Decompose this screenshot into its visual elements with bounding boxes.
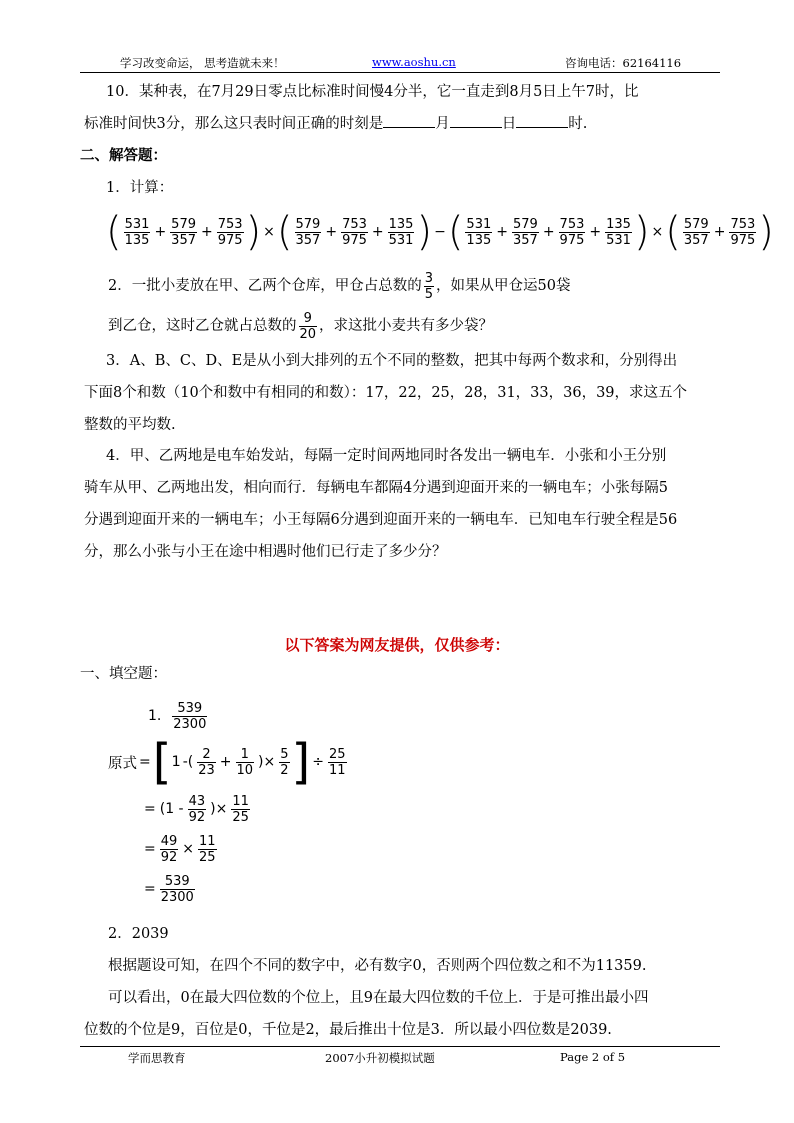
answer1-step1: 原式 = [ 1 -( $\frac{2}{23}$ + $\frac{1}{10}$ )× $\frac{5}{2}$ ] ÷ $\frac{25}{11}$ xyxy=(108,734,346,790)
paren-close: ) xyxy=(758,209,774,255)
answers-section1-title: 一、填空题： xyxy=(80,666,167,682)
q3-line3: 整数的平均数. xyxy=(84,417,176,433)
q10-blank-hour xyxy=(516,113,568,128)
q4-line1: 4．甲、乙两地是电车始发站，每隔一定时间两地同时各发出一辆电车．小张和小王分别 xyxy=(106,448,667,464)
group-4 xyxy=(681,217,758,248)
fraction: $\frac{579}{357}$ xyxy=(295,216,321,248)
group-3 xyxy=(463,217,634,248)
paren-open: ( xyxy=(665,209,681,255)
paren-open: ( xyxy=(276,209,293,255)
q4-line3: 分遇到迎面开来的一辆电车；小王每隔6分遇到迎面开来的一辆电车．已知电车行驶全程是56 xyxy=(84,512,678,528)
plus-sign: + xyxy=(542,224,555,240)
q2-fraction-9-20: $\frac{9}{20}$ xyxy=(299,310,317,342)
q2-text-a: 2．一批小麦放在甲、乙两个仓库，甲仓占总数的 xyxy=(108,278,422,294)
q10-line2 xyxy=(84,108,587,140)
footer-rule xyxy=(80,1046,720,1047)
paren-close: ) xyxy=(416,209,433,255)
answer2-line3: 位数的个位是9，百位是0，千位是2，最后推出十位是3．所以最小四位数是2039. xyxy=(84,1022,612,1038)
plus-sign: + xyxy=(496,224,508,240)
q10-hour-label: 时. xyxy=(568,116,588,132)
answer1-fraction: $\frac{539}{2300}$ xyxy=(173,700,207,732)
answers-notice: 以下答案为网友提供，仅供参考： xyxy=(284,636,510,654)
q3-line2: 下面8个和数（10个和数中有相同的和数）：17，22，25，28，31，33，36，39，求这五个 xyxy=(84,385,688,401)
fraction: $\frac{753}{975}$ xyxy=(342,216,367,248)
q1-label: 1．计算： xyxy=(106,180,174,196)
paren-open: ( xyxy=(447,209,464,255)
footer-page-number: Page 2 of 5 xyxy=(560,1050,626,1064)
q4-line4: 分，那么小张与小王在途中相遇时他们已行走了多少分？ xyxy=(84,544,447,560)
fraction: $\frac{531}{135}$ xyxy=(466,216,492,248)
q2-text-c: 到乙仓，这时乙仓就占总数的 xyxy=(108,318,297,334)
fraction: $\frac{11}{25}$ xyxy=(199,833,216,865)
q3-line1: 3．A、B、C、D、E是从小到大排列的五个不同的整数，把其中每两个数求和，分别得出 xyxy=(106,353,678,369)
fraction: $\frac{753}{975}$ xyxy=(559,216,585,248)
fraction: $\frac{49}{92}$ xyxy=(160,833,178,865)
q10-day-label: 日 xyxy=(501,116,517,132)
answer1-step3: = $\frac{49}{92}$ × $\frac{11}{25}$ xyxy=(144,833,216,865)
q2-text-d: ，求这批小麦共有多少袋？ xyxy=(319,318,494,334)
fraction: $\frac{135}{531}$ xyxy=(388,216,414,248)
footer-left: 学而思教育 xyxy=(128,1051,186,1065)
q4-line2: 骑车从甲、乙两地出发，相向而行．每辆电车都隔4分遇到迎面开来的一辆电车；小张每隔5 xyxy=(84,480,668,496)
answer1-result xyxy=(148,696,209,736)
fraction: $\frac{1}{10}$ xyxy=(236,746,254,778)
answer1-step4: = $\frac{539}{2300}$ xyxy=(144,873,194,905)
fraction: $\frac{753}{975}$ xyxy=(217,216,243,248)
q10-blank-day xyxy=(450,113,502,128)
fraction: $\frac{753}{975}$ xyxy=(730,216,756,248)
header-rule xyxy=(80,72,720,73)
fraction: $\frac{135}{531}$ xyxy=(606,216,631,248)
fraction: $\frac{579}{357}$ xyxy=(683,216,709,248)
plus-sign: + xyxy=(589,224,602,240)
q2-text-b: ，如果从甲仓运50袋 xyxy=(436,278,571,294)
fraction: $\frac{579}{357}$ xyxy=(171,216,196,248)
answer2-label: 2．2039 xyxy=(108,926,169,942)
header-slogan: 学习改变命运， 思考造就未来！ xyxy=(120,56,285,70)
fraction: $\frac{5}{2}$ xyxy=(280,746,289,778)
fraction: $\frac{579}{357}$ xyxy=(512,216,538,248)
q2-line1 xyxy=(108,266,570,306)
plus-sign: + xyxy=(154,224,167,240)
plus-sign: + xyxy=(201,224,213,240)
answer1-step2: = (1 - $\frac{43}{92}$ )× $\frac{11}{25}$ xyxy=(144,793,249,825)
fraction: $\frac{43}{92}$ xyxy=(188,793,206,825)
paren-close: ) xyxy=(633,209,650,255)
q10-line2-text: 标准时间快3分，那么这只表时间正确的时刻是 xyxy=(84,116,384,132)
group-2 xyxy=(293,217,417,248)
plus-sign: + xyxy=(325,224,338,240)
q10-blank-month xyxy=(383,113,435,128)
answer1-label: 1. xyxy=(148,708,162,724)
footer-center: 2007小升初模拟试题 xyxy=(325,1051,435,1065)
fraction: $\frac{25}{11}$ xyxy=(329,746,346,778)
plus-sign: + xyxy=(371,224,384,240)
q10-month-label: 月 xyxy=(435,116,450,132)
header-phone: 咨询电话：62164116 xyxy=(565,56,682,70)
answer2-line1: 根据题设可知，在四个不同的数字中，必有数字0，否则两个四位数之和不为11359. xyxy=(108,958,647,974)
answer2-line2: 可以看出，0在最大四位数的个位上，且9在最大四位数的千位上．于是可推出最小四 xyxy=(108,990,649,1006)
header-website-link[interactable]: www.aoshu.cn xyxy=(372,55,456,69)
fraction: $\frac{11}{25}$ xyxy=(232,793,249,825)
section2-title: 二、解答题： xyxy=(80,147,167,164)
plus-sign: + xyxy=(713,224,726,240)
fraction: $\frac{531}{135}$ xyxy=(124,216,150,248)
q2-line2 xyxy=(108,306,493,346)
yuanshi-label: 原式 xyxy=(108,755,137,772)
fraction: $\frac{539}{2300}$ xyxy=(160,873,194,905)
group-1 xyxy=(122,217,246,248)
fraction: $\frac{2}{23}$ xyxy=(198,746,215,778)
q1-expression: ( $\frac{531}{135}$ + $\frac{579}{357}$ + $\frac{753}{975}$ ) × ( $\frac{579}{357}$ + $\frac{753}{975}$ + $\frac{135}{531}$ ) − ( $\frac{531}{135}$ + $\frac{579}{357}$ + $\frac{753}{975}$ + $\frac{135}{531}$ ) × ( $\frac{579}{357}$ + $\frac{753}{975}$ ) xyxy=(106,209,774,255)
paren-close: ) xyxy=(245,209,262,255)
q10-line1: 10．某种表，在7月29日零点比标准时间慢4分半，它一直走到8月5日上午7时，比 xyxy=(106,84,639,100)
paren-open: ( xyxy=(106,209,122,255)
q2-fraction-3-5: $\frac{3}{5}$ xyxy=(424,270,434,302)
